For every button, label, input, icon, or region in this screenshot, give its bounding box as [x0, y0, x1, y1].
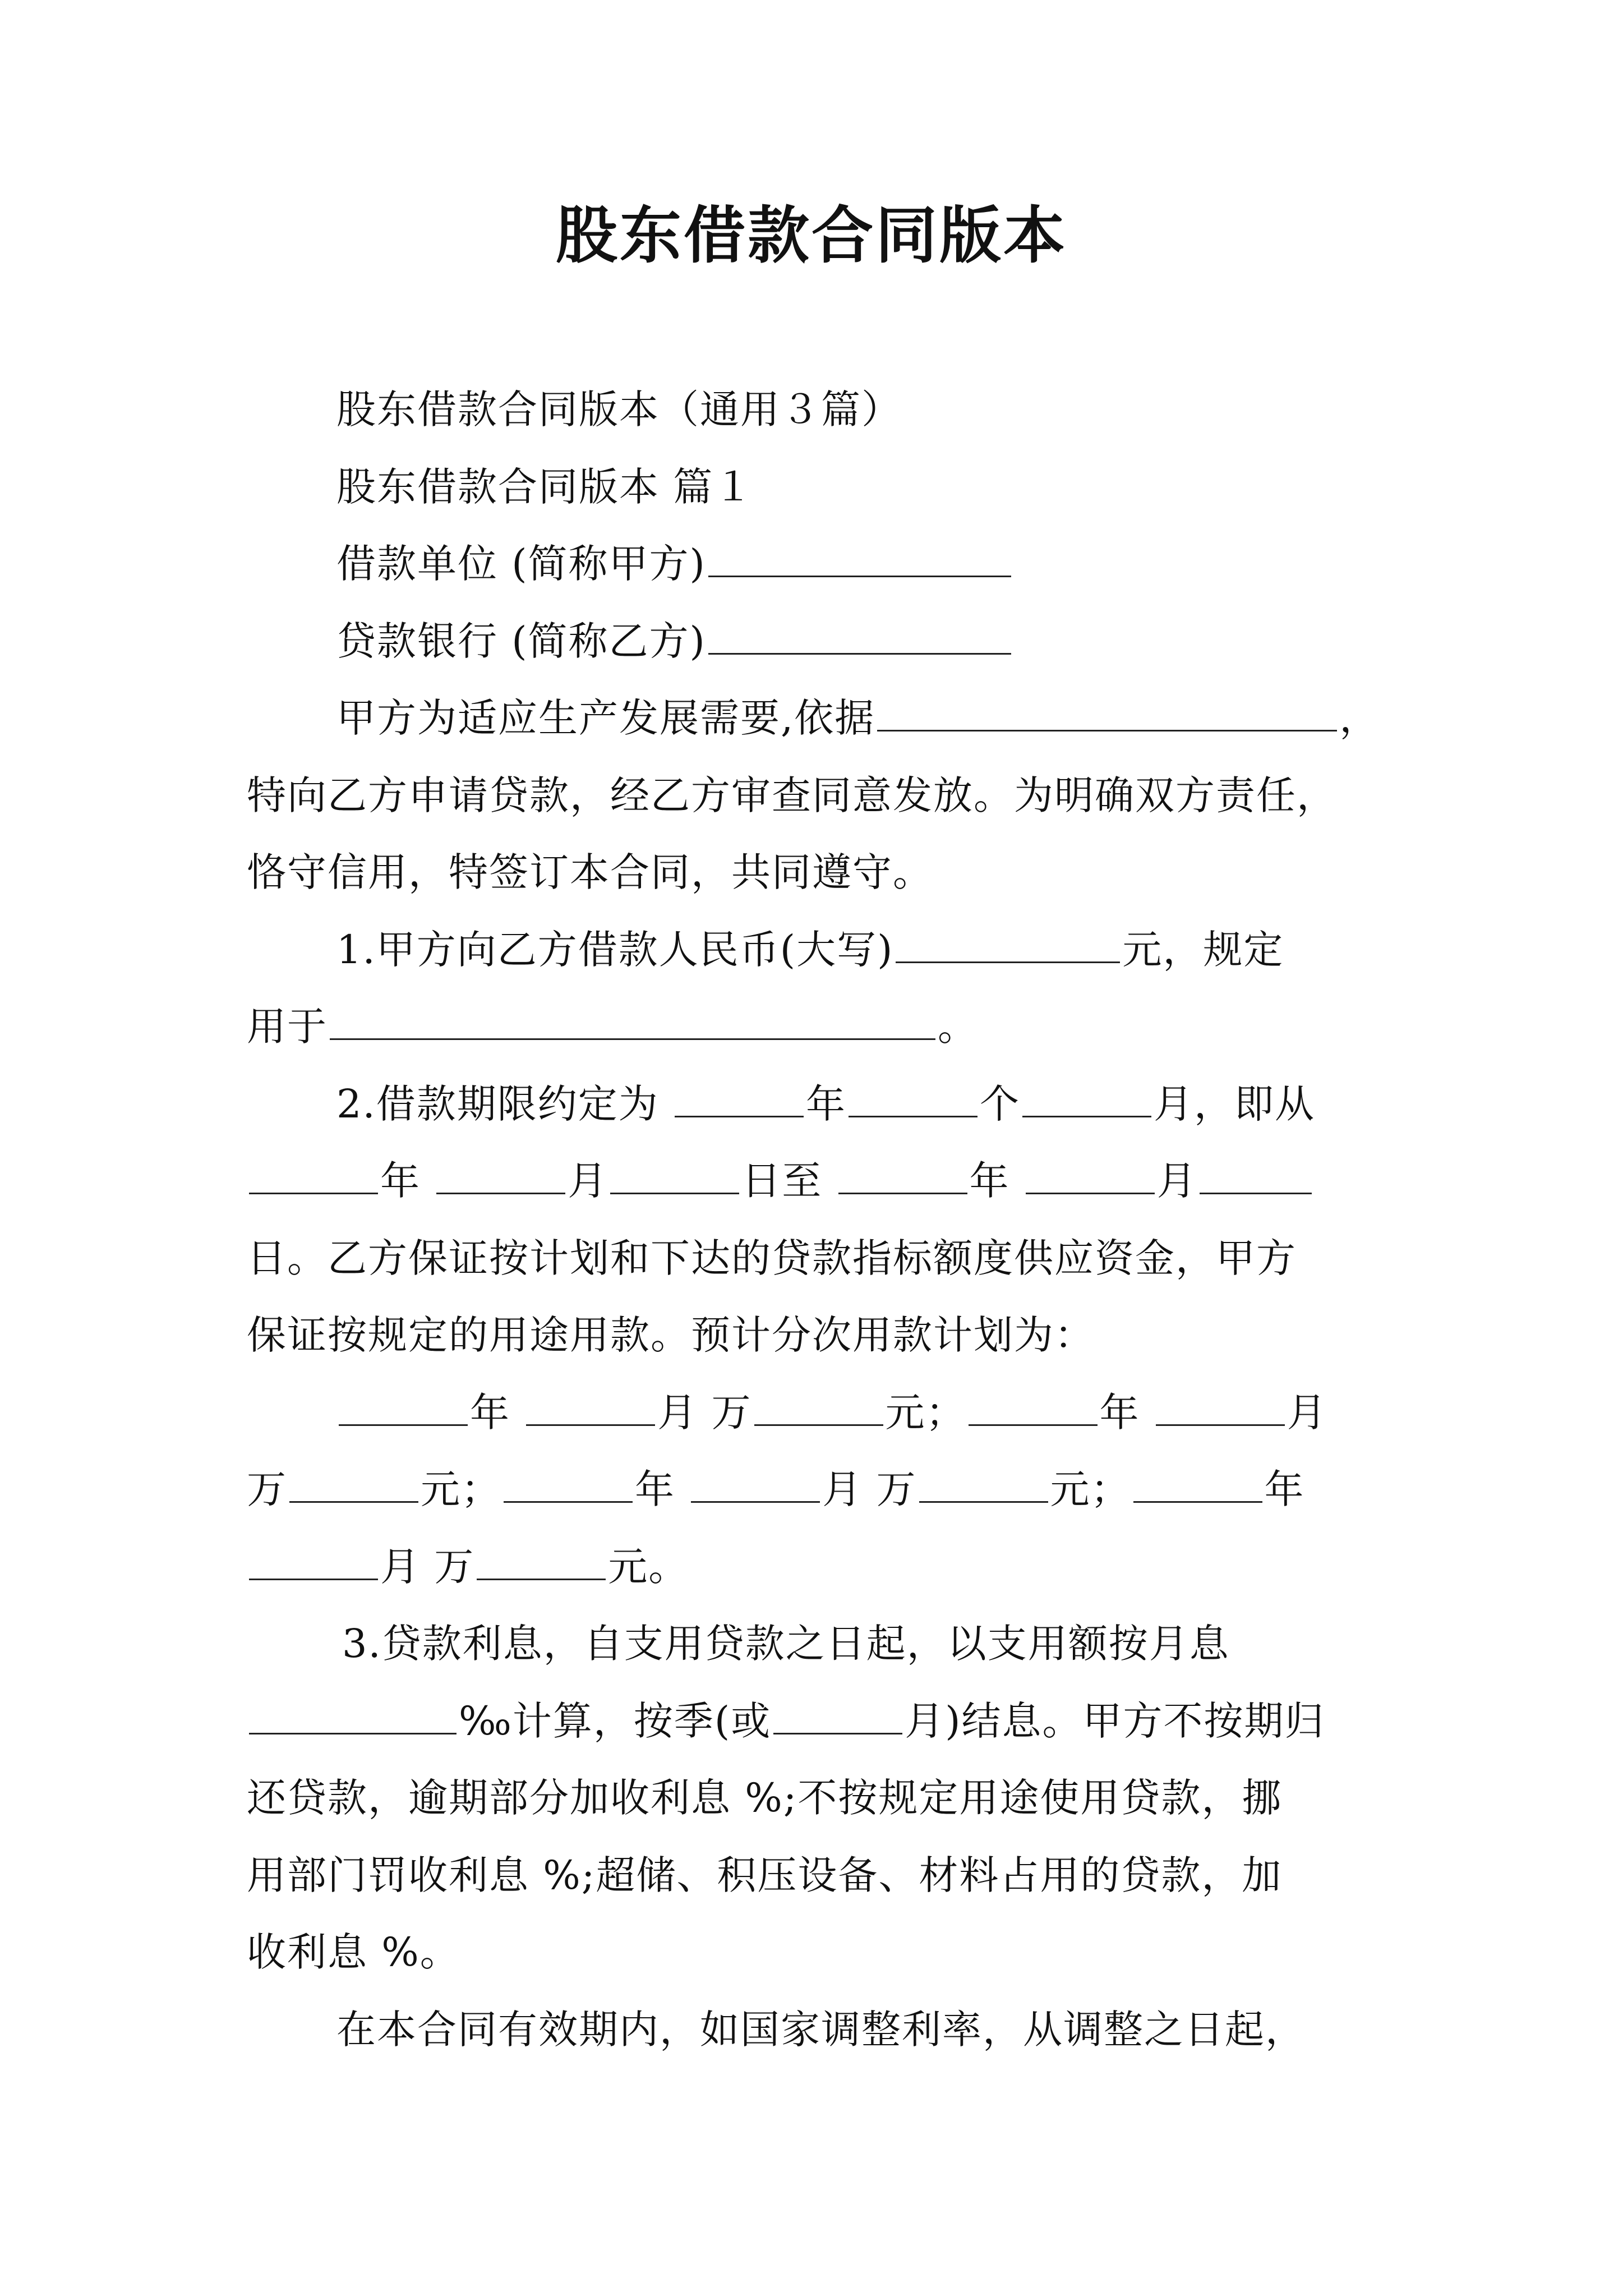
text-span: 月 — [1156, 1158, 1197, 1204]
text-span: 月 — [1287, 1389, 1327, 1435]
subtitle-line: 股东借款合同版本（通用３篇） — [336, 386, 902, 432]
fill-blank — [969, 1385, 1098, 1426]
text-span: 元。 — [608, 1544, 689, 1590]
text-span: 年 — [969, 1158, 1023, 1204]
text-line: 特向乙方申请贷款，经乙方审查同意发放。为明确双方责任， — [247, 772, 1337, 818]
fill-blank — [708, 536, 1011, 577]
text-span: 月 万 — [380, 1544, 475, 1590]
fill-blank — [691, 1462, 820, 1503]
text-line: 在本合同有效期内，如国家调整利率，从调整之日起， — [336, 2007, 1306, 2053]
text-line — [336, 1384, 1327, 1441]
fill-blank — [896, 922, 1120, 963]
text-line — [247, 1539, 689, 1595]
text-span: 元； — [421, 1466, 501, 1512]
fill-blank — [504, 1462, 633, 1503]
text-line — [247, 1153, 1314, 1209]
fill-blank — [436, 1153, 565, 1194]
fill-blank — [526, 1385, 655, 1426]
text-span: 年 — [635, 1466, 689, 1512]
fill-blank — [339, 1385, 468, 1426]
text-span: 月 — [568, 1158, 608, 1204]
text-line: 保证按规定的用途用款。预计分次用款计划为： — [247, 1312, 1095, 1358]
text-span: 年 — [806, 1081, 847, 1127]
text-line — [336, 536, 1013, 592]
fill-blank — [1022, 1076, 1151, 1117]
text-span: 2.借款期限约定为 — [336, 1081, 673, 1127]
text-line: 用部门罚收利息 %;超储、积压设备、材料占用的贷款，加 — [247, 1852, 1283, 1898]
text-span: 1.甲方向乙方借款人民币(大写) — [336, 927, 894, 973]
text-line: 恪守信用，特签订本合同，共同遵守。 — [247, 849, 933, 895]
fill-blank — [754, 1385, 883, 1426]
fill-blank — [249, 1694, 457, 1734]
text-span: 元； — [1050, 1466, 1131, 1512]
text-span: 个 — [980, 1081, 1021, 1127]
fill-blank — [477, 1539, 606, 1580]
fill-blank — [849, 1076, 978, 1117]
text-line: 收利息 %。 — [247, 1929, 460, 1975]
fill-blank — [1200, 1153, 1312, 1194]
text-line — [247, 999, 978, 1055]
text-line — [336, 1076, 1315, 1132]
text-span: 月)结息。甲方不按期归 — [905, 1698, 1325, 1744]
fill-blank — [919, 1462, 1048, 1503]
text-line — [247, 1461, 1305, 1517]
text-line — [336, 690, 1380, 746]
text-span: 月，即从 — [1154, 1081, 1316, 1127]
text-line — [247, 1693, 1325, 1749]
text-span: ‰计算，按季(或 — [459, 1698, 772, 1744]
document-title: 股东借款合同版本 — [556, 199, 1067, 272]
text-span: 年 — [1264, 1466, 1305, 1512]
fill-blank — [838, 1153, 967, 1194]
fill-blank — [708, 614, 1011, 655]
fill-blank — [877, 691, 1337, 731]
text-line: 还贷款，逾期部分加收利息 %;不按规定用途使用贷款，挪 — [247, 1775, 1283, 1821]
text-span: 元，规定 — [1122, 927, 1284, 973]
text-span: 贷款银行 (简称乙方) — [336, 618, 706, 664]
text-span: 元； — [885, 1389, 966, 1435]
section-heading: 股东借款合同版本 篇１ — [336, 464, 754, 510]
text-span: 用于 — [247, 1004, 328, 1050]
text-line: 日。乙方保证按计划和下达的贷款指标额度供应资金，甲方 — [247, 1235, 1297, 1281]
fill-blank — [1133, 1462, 1262, 1503]
text-span: 年 — [380, 1158, 435, 1204]
text-span: 借款单位 (简称甲方) — [336, 541, 706, 587]
text-span: 万 — [247, 1466, 287, 1512]
fill-blank — [610, 1153, 739, 1194]
fill-blank — [773, 1694, 902, 1734]
text-span: ， — [1339, 695, 1380, 741]
fill-blank — [675, 1076, 804, 1117]
text-span: 年 — [1099, 1389, 1154, 1435]
text-span: 甲方为适应生产发展需要,依据 — [336, 695, 875, 741]
fill-blank — [330, 999, 935, 1040]
fill-blank — [249, 1539, 378, 1580]
text-span: 月 万 — [822, 1466, 917, 1512]
fill-blank — [289, 1462, 418, 1503]
text-span: 年 — [470, 1389, 524, 1435]
fill-blank — [1156, 1385, 1285, 1426]
fill-blank — [249, 1153, 378, 1194]
text-span: 。 — [938, 1004, 978, 1050]
text-span: 日至 — [741, 1158, 836, 1204]
text-line — [336, 922, 1284, 978]
text-span: 月 万 — [657, 1389, 752, 1435]
text-line: 3.贷款利息，自支用贷款之日起，以支用额按月息 — [342, 1621, 1230, 1667]
fill-blank — [1026, 1153, 1155, 1194]
text-line — [336, 613, 1013, 669]
